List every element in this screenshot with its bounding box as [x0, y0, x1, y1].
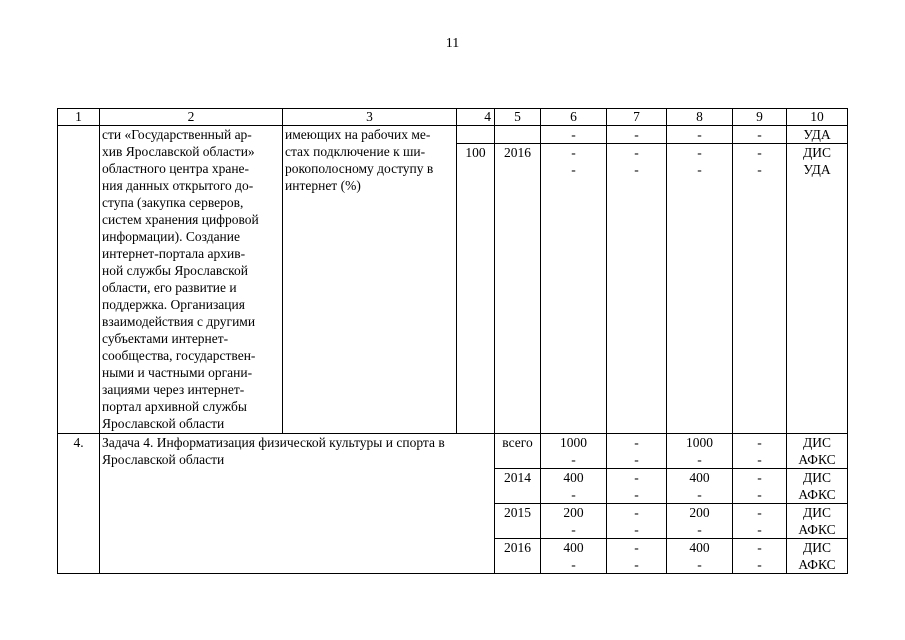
col-number-10: 10 [787, 109, 848, 126]
cell-c5: 2016 [495, 144, 541, 179]
column-number-row [58, 109, 848, 126]
cell-c6: 200 - [541, 504, 607, 539]
cell-c9: - - [733, 434, 787, 469]
cell-c7: - - [607, 504, 667, 539]
cell-c9: - - [733, 539, 787, 574]
row-number-cell [58, 126, 100, 434]
cell-c6: - [541, 126, 607, 144]
cell-c6: - - [541, 144, 607, 179]
cell-c8: 400 - [667, 539, 733, 574]
cell-c8: - - [667, 144, 733, 179]
cell-c9: - - [733, 504, 787, 539]
cell-c6: 400 - [541, 539, 607, 574]
col-number-9: 9 [733, 109, 787, 126]
table-row [58, 126, 848, 144]
cell-c7: - - [607, 144, 667, 179]
cell-c4 [457, 126, 495, 144]
cell-c9: - [733, 126, 787, 144]
measure-description: сти «Государственный ар- хив Ярославской области» областного центра хране- ния данных открытого до- ступа (закупка серверов, систем хранения цифровой информации). Создание интернет-портала архив- ной службы Ярославской области, его развитие и поддержка. Организация взаимодействия с другими субъектами интернет- сообщества, государствен- ными и частными органи- зациями через интернет- портал архивной службы Ярославской области [100, 126, 283, 434]
cell-c10 [787, 178, 848, 434]
cell-c9: - - [733, 144, 787, 179]
col-number-2: 2 [100, 109, 283, 126]
col-number-5: 5 [495, 109, 541, 126]
cell-c6 [541, 178, 607, 434]
cell-c7: - - [607, 539, 667, 574]
cell-c6: 1000 - [541, 434, 607, 469]
cell-c10: ДИС АФКС [787, 504, 848, 539]
cell-c4 [457, 178, 495, 434]
cell-c7: - - [607, 434, 667, 469]
cell-year: 2014 [495, 469, 541, 504]
indicator-description: имеющих на рабочих ме- стах подключение к ши- рокополосному доступу в интернет (%) [283, 126, 457, 434]
cell-c8: 1000 - [667, 434, 733, 469]
col-number-1: 1 [58, 109, 100, 126]
cell-c8: 400 - [667, 469, 733, 504]
cell-year: 2016 [495, 539, 541, 574]
col-number-6: 6 [541, 109, 607, 126]
cell-c5 [495, 126, 541, 144]
col-number-8: 8 [667, 109, 733, 126]
col-number-3: 3 [283, 109, 457, 126]
cell-c10: УДА [787, 126, 848, 144]
cell-year: всего [495, 434, 541, 469]
col-number-7: 7 [607, 109, 667, 126]
cell-c10: ДИС УДА [787, 144, 848, 179]
cell-c4: 100 [457, 144, 495, 179]
cell-c10: ДИС АФКС [787, 434, 848, 469]
cell-c9: - - [733, 469, 787, 504]
cell-c5 [495, 178, 541, 434]
row-number-cell: 4. [58, 434, 100, 574]
cell-c10: ДИС АФКС [787, 469, 848, 504]
cell-c10: ДИС АФКС [787, 539, 848, 574]
cell-c8 [667, 178, 733, 434]
table-row [58, 434, 848, 469]
page-number: 11 [445, 36, 460, 51]
task-title: Задача 4. Информатизация физической культуры и спорта в Ярославской области [100, 434, 495, 574]
cell-year: 2015 [495, 504, 541, 539]
cell-c8: 200 - [667, 504, 733, 539]
cell-c8: - [667, 126, 733, 144]
cell-c7 [607, 178, 667, 434]
cell-c9 [733, 178, 787, 434]
cell-c7: - [607, 126, 667, 144]
cell-c7: - - [607, 469, 667, 504]
col-number-4: 4 [457, 109, 495, 126]
program-table [57, 108, 848, 574]
cell-c6: 400 - [541, 469, 607, 504]
